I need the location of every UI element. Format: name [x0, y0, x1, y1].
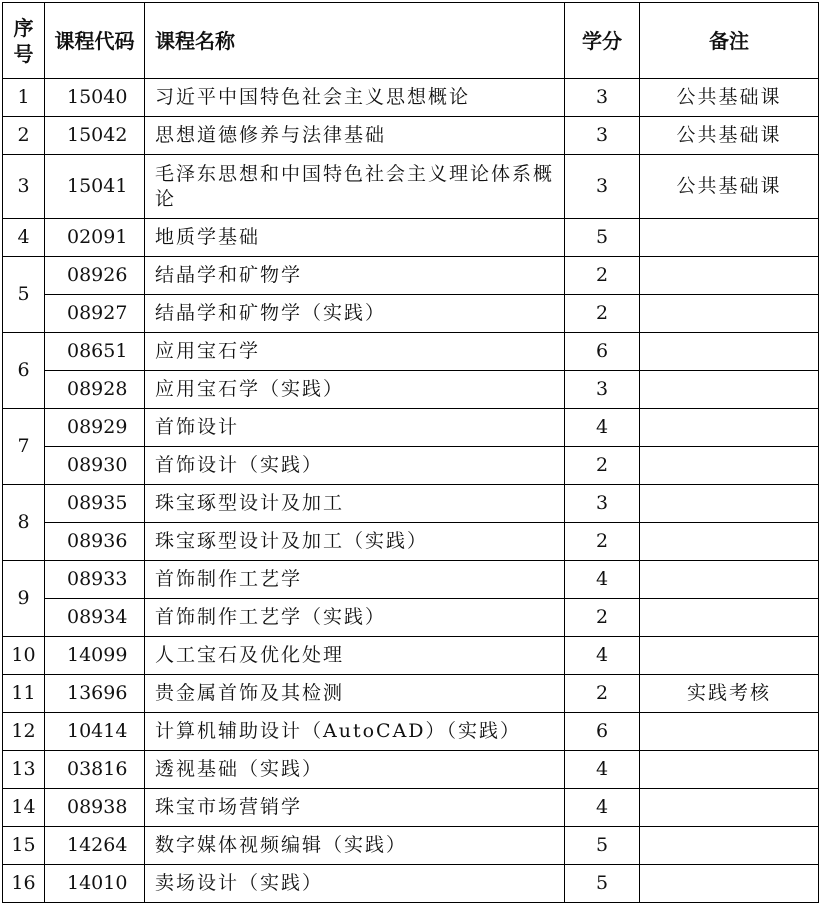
- note-cell: [640, 827, 819, 865]
- code-cell: 14264: [45, 827, 145, 865]
- header-row: [3, 3, 819, 79]
- note-cell: 公共基础课: [640, 79, 819, 117]
- note-cell: [640, 637, 819, 675]
- note-cell: [640, 333, 819, 371]
- table-row: [3, 295, 819, 333]
- name-cell: 应用宝石学（实践）: [145, 371, 565, 409]
- code-cell: 02091: [45, 219, 145, 257]
- credit-cell: 3: [565, 79, 640, 117]
- table-row: [3, 117, 819, 155]
- code-cell: 08938: [45, 789, 145, 827]
- credit-cell: 5: [565, 219, 640, 257]
- table-row: [3, 485, 819, 523]
- note-cell: 公共基础课: [640, 155, 819, 219]
- table-row: [3, 155, 819, 219]
- credit-cell: 4: [565, 789, 640, 827]
- name-cell: 结晶学和矿物学: [145, 257, 565, 295]
- name-cell: 卖场设计（实践）: [145, 865, 565, 903]
- seq-cell: 1: [3, 79, 45, 117]
- name-cell: 首饰设计: [145, 409, 565, 447]
- name-cell: 人工宝石及优化处理: [145, 637, 565, 675]
- code-cell: 08934: [45, 599, 145, 637]
- seq-cell: 11: [3, 675, 45, 713]
- header-credit: 学分: [565, 3, 640, 79]
- note-cell: [640, 257, 819, 295]
- note-cell: [640, 371, 819, 409]
- code-cell: 14099: [45, 637, 145, 675]
- name-cell: 首饰制作工艺学（实践）: [145, 599, 565, 637]
- table-row: [3, 675, 819, 713]
- credit-cell: 3: [565, 485, 640, 523]
- credit-cell: 2: [565, 675, 640, 713]
- credit-cell: 2: [565, 295, 640, 333]
- note-cell: 公共基础课: [640, 117, 819, 155]
- credit-cell: 5: [565, 827, 640, 865]
- table-row: [3, 561, 819, 599]
- name-cell: 数字媒体视频编辑（实践）: [145, 827, 565, 865]
- table-row: [3, 599, 819, 637]
- code-cell: 10414: [45, 713, 145, 751]
- note-cell: [640, 219, 819, 257]
- table-row: [3, 409, 819, 447]
- seq-cell: 13: [3, 751, 45, 789]
- name-cell: 地质学基础: [145, 219, 565, 257]
- credit-cell: 3: [565, 155, 640, 219]
- credit-cell: 4: [565, 637, 640, 675]
- credit-cell: 2: [565, 523, 640, 561]
- seq-cell: 15: [3, 827, 45, 865]
- note-cell: 实践考核: [640, 675, 819, 713]
- credit-cell: 4: [565, 409, 640, 447]
- header-seq: 序号: [3, 3, 45, 79]
- seq-cell: 3: [3, 155, 45, 219]
- code-cell: 03816: [45, 751, 145, 789]
- table-row: [3, 713, 819, 751]
- seq-cell: 9: [3, 561, 45, 637]
- note-cell: [640, 523, 819, 561]
- name-cell: 贵金属首饰及其检测: [145, 675, 565, 713]
- seq-cell: 5: [3, 257, 45, 333]
- code-cell: 15041: [45, 155, 145, 219]
- seq-cell: 12: [3, 713, 45, 751]
- note-cell: [640, 561, 819, 599]
- code-cell: 08930: [45, 447, 145, 485]
- table-row: [3, 333, 819, 371]
- seq-cell: 2: [3, 117, 45, 155]
- table-row: [3, 371, 819, 409]
- name-cell: 珠宝市场营销学: [145, 789, 565, 827]
- credit-cell: 3: [565, 371, 640, 409]
- seq-cell: 8: [3, 485, 45, 561]
- seq-cell: 10: [3, 637, 45, 675]
- course-table: [2, 2, 819, 903]
- header-code: 课程代码: [45, 3, 145, 79]
- code-cell: 13696: [45, 675, 145, 713]
- table-row: [3, 789, 819, 827]
- code-cell: 08936: [45, 523, 145, 561]
- name-cell: 毛泽东思想和中国特色社会主义理论体系概论: [145, 155, 565, 219]
- seq-cell: 4: [3, 219, 45, 257]
- header-name: 课程名称: [145, 3, 565, 79]
- credit-cell: 2: [565, 447, 640, 485]
- name-cell: 结晶学和矿物学（实践）: [145, 295, 565, 333]
- code-cell: 08935: [45, 485, 145, 523]
- note-cell: [640, 409, 819, 447]
- name-cell: 首饰设计（实践）: [145, 447, 565, 485]
- table-row: [3, 827, 819, 865]
- note-cell: [640, 295, 819, 333]
- table-row: [3, 79, 819, 117]
- code-cell: 08926: [45, 257, 145, 295]
- course-body: [3, 79, 819, 903]
- name-cell: 习近平中国特色社会主义思想概论: [145, 79, 565, 117]
- note-cell: [640, 447, 819, 485]
- code-cell: 08929: [45, 409, 145, 447]
- seq-cell: 7: [3, 409, 45, 485]
- credit-cell: 2: [565, 599, 640, 637]
- code-cell: 08933: [45, 561, 145, 599]
- code-cell: 08927: [45, 295, 145, 333]
- table-row: [3, 751, 819, 789]
- credit-cell: 6: [565, 713, 640, 751]
- code-cell: 08651: [45, 333, 145, 371]
- note-cell: [640, 713, 819, 751]
- note-cell: [640, 865, 819, 903]
- credit-cell: 2: [565, 257, 640, 295]
- table-row: [3, 447, 819, 485]
- name-cell: 计算机辅助设计（AutoCAD）（实践）: [145, 713, 565, 751]
- credit-cell: 5: [565, 865, 640, 903]
- name-cell: 应用宝石学: [145, 333, 565, 371]
- name-cell: 首饰制作工艺学: [145, 561, 565, 599]
- name-cell: 思想道德修养与法律基础: [145, 117, 565, 155]
- code-cell: 08928: [45, 371, 145, 409]
- header-note: 备注: [640, 3, 819, 79]
- credit-cell: 3: [565, 117, 640, 155]
- table-row: [3, 637, 819, 675]
- note-cell: [640, 751, 819, 789]
- note-cell: [640, 485, 819, 523]
- seq-cell: 6: [3, 333, 45, 409]
- table-row: [3, 257, 819, 295]
- table-row: [3, 523, 819, 561]
- seq-cell: 16: [3, 865, 45, 903]
- credit-cell: 6: [565, 333, 640, 371]
- name-cell: 珠宝琢型设计及加工: [145, 485, 565, 523]
- table-row: [3, 865, 819, 903]
- code-cell: 15040: [45, 79, 145, 117]
- note-cell: [640, 789, 819, 827]
- seq-cell: 14: [3, 789, 45, 827]
- credit-cell: 4: [565, 561, 640, 599]
- name-cell: 珠宝琢型设计及加工（实践）: [145, 523, 565, 561]
- name-cell: 透视基础（实践）: [145, 751, 565, 789]
- code-cell: 14010: [45, 865, 145, 903]
- table-row: [3, 219, 819, 257]
- credit-cell: 4: [565, 751, 640, 789]
- code-cell: 15042: [45, 117, 145, 155]
- note-cell: [640, 599, 819, 637]
